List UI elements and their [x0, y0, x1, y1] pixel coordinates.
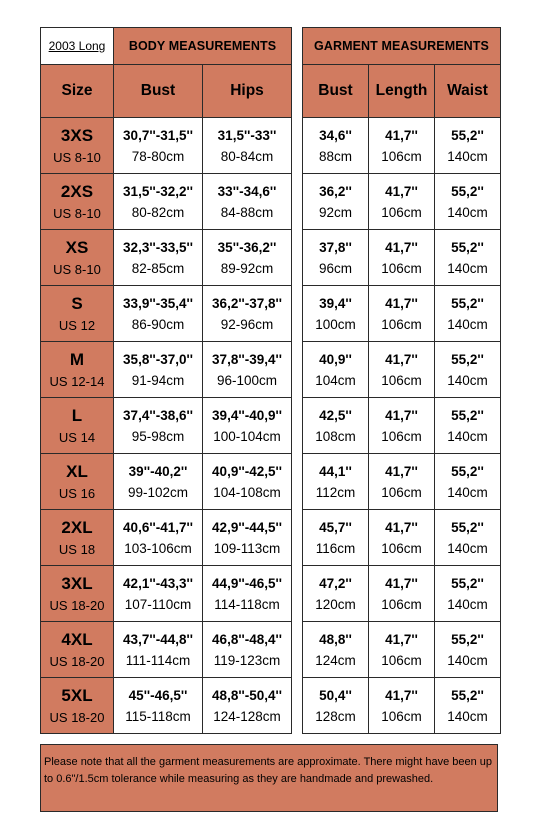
- garment-size-row: [303, 622, 501, 678]
- garment-length-cell-inches: 41,7'': [385, 575, 418, 591]
- size-cell: [41, 678, 114, 734]
- body-hips-cell: [203, 566, 292, 622]
- size-cell: [41, 118, 114, 174]
- body-hips-cell-cm: 92-96cm: [220, 316, 274, 332]
- garment-bust-cell-inches: 48,8'': [319, 631, 352, 647]
- garment-length-cell-inches: 41,7'': [385, 351, 418, 367]
- body-bust-cell-cm: 111-114cm: [125, 652, 191, 668]
- body-bust-cell-inches: 33,9''-35,4'': [123, 295, 193, 311]
- garment-bust-column-header: Bust: [303, 65, 369, 118]
- garment-waist-cell-inches: 55,2'': [451, 575, 484, 591]
- garment-bust-cell: [303, 174, 369, 230]
- size-cell: [41, 286, 114, 342]
- size-label: 5XL: [61, 685, 93, 705]
- garment-bust-cell-cm: 128cm: [315, 708, 356, 724]
- garment-bust-cell: [303, 118, 369, 174]
- body-hips-cell-cm: 84-88cm: [220, 204, 274, 220]
- size-label: S: [71, 293, 83, 313]
- garment-bust-cell-cm: 104cm: [315, 372, 356, 388]
- garment-waist-cell-inches: 55,2'': [451, 239, 484, 255]
- hips-column-header: Hips: [203, 65, 292, 118]
- bust-column-header: Bust: [114, 65, 203, 118]
- garment-waist-cell: [435, 566, 501, 622]
- garment-size-row: [303, 286, 501, 342]
- body-size-row: [41, 174, 292, 230]
- garment-size-row: [303, 342, 501, 398]
- garment-waist-cell-cm: 140cm: [447, 652, 488, 668]
- body-bust-cell-inches: 42,1''-43,3'': [123, 575, 193, 591]
- body-bust-cell-inches: 39''-40,2'': [128, 463, 188, 479]
- garment-length-cell: [369, 118, 435, 174]
- garment-length-cell: [369, 678, 435, 734]
- body-hips-cell-inches: 46,8''-48,4'': [212, 631, 282, 647]
- garment-length-cell: [369, 230, 435, 286]
- us-size-label: US 16: [58, 485, 96, 501]
- body-bust-cell-inches: 31,5''-32,2'': [123, 183, 193, 199]
- garment-bust-cell-cm: 108cm: [315, 428, 356, 444]
- size-cell: [41, 230, 114, 286]
- garment-waist-cell: [435, 678, 501, 734]
- body-hips-cell-cm: 96-100cm: [216, 372, 278, 388]
- garment-size-row: [303, 510, 501, 566]
- garment-waist-cell-cm: 140cm: [447, 372, 488, 388]
- garment-bust-cell: [303, 230, 369, 286]
- garment-waist-cell: [435, 174, 501, 230]
- body-hips-cell: [203, 454, 292, 510]
- garment-waist-cell-inches: 55,2'': [451, 687, 484, 703]
- tolerance-note: Please note that all the garment measurements are approximate. There might have been up to 0.6"/1.5cm tolerance while measuring as they are handmade and prewashed.: [40, 744, 498, 812]
- size-cell: [41, 622, 114, 678]
- garment-length-cell-inches: 41,7'': [385, 519, 418, 535]
- body-bust-cell-inches: 43,7''-44,8'': [123, 631, 193, 647]
- body-size-row: [41, 454, 292, 510]
- garment-bust-cell-cm: 120cm: [315, 596, 356, 612]
- body-hips-cell: [203, 286, 292, 342]
- garment-length-cell-cm: 106cm: [381, 372, 422, 388]
- us-size-label: US 12: [58, 317, 96, 333]
- body-hips-cell-cm: 100-104cm: [213, 428, 281, 444]
- garment-length-cell-cm: 106cm: [381, 708, 422, 724]
- garment-size-row: [303, 678, 501, 734]
- garment-length-cell-cm: 106cm: [381, 484, 422, 500]
- garment-bust-cell: [303, 286, 369, 342]
- size-label: 4XL: [61, 629, 93, 649]
- body-hips-cell-inches: 48,8''-50,4'': [212, 687, 282, 703]
- garment-length-cell-inches: 41,7'': [385, 631, 418, 647]
- garment-bust-cell-inches: 37,8'': [319, 239, 352, 255]
- body-hips-cell-cm: 89-92cm: [220, 260, 274, 276]
- garment-waist-cell: [435, 510, 501, 566]
- body-bust-cell-inches: 40,6''-41,7'': [123, 519, 193, 535]
- body-bust-cell: [114, 342, 203, 398]
- body-hips-cell-cm: 104-108cm: [213, 484, 281, 500]
- body-hips-cell-cm: 109-113cm: [213, 540, 281, 556]
- body-bust-cell-cm: 107-110cm: [124, 596, 192, 612]
- body-size-row: [41, 622, 292, 678]
- body-bust-cell-cm: 103-106cm: [124, 540, 192, 556]
- size-label: XL: [66, 461, 88, 481]
- garment-waist-cell: [435, 342, 501, 398]
- garment-waist-cell-cm: 140cm: [447, 596, 488, 612]
- body-bust-cell: [114, 454, 203, 510]
- size-label: 2XL: [61, 517, 93, 537]
- garment-size-row: [303, 174, 501, 230]
- garment-length-cell-inches: 41,7'': [385, 295, 418, 311]
- garment-bust-cell-inches: 47,2'': [319, 575, 352, 591]
- body-hips-cell-inches: 35''-36,2'': [217, 239, 277, 255]
- garment-size-row: [303, 566, 501, 622]
- garment-length-cell-cm: 106cm: [381, 148, 422, 164]
- model-code: 2003 Long: [41, 28, 114, 65]
- body-bust-cell: [114, 398, 203, 454]
- body-hips-cell-inches: 39,4''-40,9'': [212, 407, 282, 423]
- body-hips-cell-inches: 33''-34,6'': [217, 183, 277, 199]
- body-bust-cell-inches: 35,8''-37,0'': [123, 351, 193, 367]
- garment-size-row: [303, 454, 501, 510]
- garment-waist-cell-cm: 140cm: [447, 428, 488, 444]
- us-size-label: US 8-10: [53, 261, 101, 277]
- body-bust-cell: [114, 622, 203, 678]
- garment-waist-cell-inches: 55,2'': [451, 127, 484, 143]
- body-size-row: [41, 118, 292, 174]
- garment-bust-cell-inches: 45,7'': [319, 519, 352, 535]
- garment-waist-cell: [435, 118, 501, 174]
- garment-waist-cell-inches: 55,2'': [451, 295, 484, 311]
- garment-length-cell: [369, 174, 435, 230]
- garment-bust-cell-cm: 124cm: [315, 652, 356, 668]
- garment-bust-cell-inches: 36,2'': [319, 183, 352, 199]
- body-size-row: [41, 230, 292, 286]
- body-bust-cell-inches: 37,4''-38,6'': [123, 407, 193, 423]
- garment-waist-cell-inches: 55,2'': [451, 463, 484, 479]
- body-bust-cell-cm: 80-82cm: [131, 204, 185, 220]
- body-hips-cell-inches: 44,9''-46,5'': [212, 575, 282, 591]
- body-hips-cell: [203, 230, 292, 286]
- garment-waist-cell-cm: 140cm: [447, 316, 488, 332]
- body-hips-cell: [203, 622, 292, 678]
- body-size-row: [41, 398, 292, 454]
- body-bust-cell-inches: 32,3''-33,5'': [123, 239, 193, 255]
- garment-length-cell-cm: 106cm: [381, 596, 422, 612]
- garment-length-cell-inches: 41,7'': [385, 407, 418, 423]
- garment-bust-cell: [303, 510, 369, 566]
- garment-length-cell-inches: 41,7'': [385, 687, 418, 703]
- garment-waist-cell-cm: 140cm: [447, 260, 488, 276]
- body-bust-cell-cm: 78-80cm: [131, 148, 185, 164]
- body-bust-cell-cm: 86-90cm: [131, 316, 185, 332]
- garment-bust-cell-cm: 100cm: [315, 316, 356, 332]
- body-size-row: [41, 566, 292, 622]
- garment-length-cell-cm: 106cm: [381, 260, 422, 276]
- garment-length-cell-inches: 41,7'': [385, 127, 418, 143]
- size-label: 3XL: [61, 573, 93, 593]
- garment-length-cell-inches: 41,7'': [385, 463, 418, 479]
- garment-length-cell: [369, 510, 435, 566]
- garment-bust-cell: [303, 566, 369, 622]
- garment-length-cell-cm: 106cm: [381, 652, 422, 668]
- garment-length-cell-inches: 41,7'': [385, 239, 418, 255]
- garment-length-cell: [369, 286, 435, 342]
- us-size-label: US 18-20: [49, 597, 105, 613]
- garment-waist-cell-inches: 55,2'': [451, 407, 484, 423]
- waist-column-header: Waist: [435, 65, 501, 118]
- garment-length-cell: [369, 398, 435, 454]
- size-cell: [41, 398, 114, 454]
- body-hips-cell: [203, 118, 292, 174]
- garment-waist-cell-cm: 140cm: [447, 708, 488, 724]
- garment-bust-cell: [303, 622, 369, 678]
- size-cell: [41, 342, 114, 398]
- body-bust-cell: [114, 286, 203, 342]
- size-cell: [41, 454, 114, 510]
- garment-bust-cell: [303, 678, 369, 734]
- body-hips-cell-cm: 124-128cm: [213, 708, 281, 724]
- body-hips-cell-cm: 114-118cm: [214, 596, 280, 612]
- size-label: 2XS: [60, 181, 94, 201]
- body-hips-cell: [203, 342, 292, 398]
- garment-waist-cell: [435, 622, 501, 678]
- size-column-header: Size: [41, 65, 114, 118]
- garment-bust-cell-inches: 39,4'': [319, 295, 352, 311]
- garment-size-row: [303, 230, 501, 286]
- body-hips-cell-inches: 37,8''-39,4'': [212, 351, 282, 367]
- us-size-label: US 14: [58, 429, 96, 445]
- length-column-header: Length: [369, 65, 435, 118]
- garment-bust-cell-inches: 42,5'': [319, 407, 352, 423]
- body-measurements-title: BODY MEASUREMENTS: [114, 28, 292, 65]
- body-measurements-table: [40, 27, 292, 734]
- body-bust-cell-cm: 115-118cm: [125, 708, 191, 724]
- body-size-row: [41, 678, 292, 734]
- garment-bust-cell-cm: 116cm: [315, 540, 356, 556]
- garment-waist-cell: [435, 454, 501, 510]
- garment-length-cell: [369, 342, 435, 398]
- body-hips-cell-inches: 40,9''-42,5'': [212, 463, 282, 479]
- size-label: 3XS: [60, 125, 94, 145]
- body-bust-cell: [114, 230, 203, 286]
- body-size-row: [41, 286, 292, 342]
- body-bust-cell: [114, 566, 203, 622]
- garment-waist-cell-inches: 55,2'': [451, 351, 484, 367]
- body-bust-cell: [114, 118, 203, 174]
- garment-bust-cell-cm: 96cm: [318, 260, 352, 276]
- garment-bust-cell: [303, 454, 369, 510]
- garment-length-cell: [369, 566, 435, 622]
- size-cell: [41, 174, 114, 230]
- body-bust-cell-inches: 45''-46,5'': [128, 687, 188, 703]
- garment-bust-cell: [303, 342, 369, 398]
- body-hips-cell-cm: 119-123cm: [213, 652, 281, 668]
- garment-length-cell: [369, 454, 435, 510]
- body-hips-cell-inches: 42,9''-44,5'': [212, 519, 282, 535]
- garment-bust-cell-inches: 50,4'': [319, 687, 352, 703]
- body-bust-cell-cm: 91-94cm: [131, 372, 185, 388]
- garment-length-cell-inches: 41,7'': [385, 183, 418, 199]
- garment-waist-cell-inches: 55,2'': [451, 183, 484, 199]
- us-size-label: US 8-10: [53, 149, 101, 165]
- body-bust-cell-cm: 99-102cm: [127, 484, 189, 500]
- garment-waist-cell-cm: 140cm: [447, 204, 488, 220]
- garment-bust-cell-inches: 40,9'': [319, 351, 352, 367]
- garment-waist-cell-cm: 140cm: [447, 484, 488, 500]
- size-label: M: [69, 349, 85, 369]
- size-cell: [41, 510, 114, 566]
- garment-length-cell-cm: 106cm: [381, 316, 422, 332]
- garment-bust-cell-cm: 88cm: [318, 148, 352, 164]
- garment-bust-cell-inches: 44,1'': [319, 463, 352, 479]
- garment-size-row: [303, 398, 501, 454]
- garment-length-cell-cm: 106cm: [381, 428, 422, 444]
- garment-length-cell-cm: 106cm: [381, 204, 422, 220]
- us-size-label: US 18: [58, 541, 96, 557]
- body-size-row: [41, 342, 292, 398]
- body-bust-cell: [114, 510, 203, 566]
- garment-waist-cell-cm: 140cm: [447, 540, 488, 556]
- garment-length-cell: [369, 622, 435, 678]
- garment-bust-cell: [303, 398, 369, 454]
- body-size-row: [41, 510, 292, 566]
- garment-waist-cell-inches: 55,2'': [451, 519, 484, 535]
- body-bust-cell: [114, 678, 203, 734]
- us-size-label: US 18-20: [49, 653, 105, 669]
- garment-waist-cell-inches: 55,2'': [451, 631, 484, 647]
- garment-waist-cell: [435, 230, 501, 286]
- body-bust-cell: [114, 174, 203, 230]
- body-hips-cell: [203, 510, 292, 566]
- garment-measurements-table: [302, 27, 501, 734]
- garment-size-row: [303, 118, 501, 174]
- garment-waist-cell: [435, 286, 501, 342]
- us-size-label: US 12-14: [49, 373, 105, 389]
- body-hips-cell: [203, 174, 292, 230]
- garment-bust-cell-cm: 92cm: [318, 204, 352, 220]
- garment-measurements-title: GARMENT MEASUREMENTS: [303, 28, 501, 65]
- body-bust-cell-inches: 30,7''-31,5'': [123, 127, 193, 143]
- body-bust-cell-cm: 82-85cm: [131, 260, 185, 276]
- garment-bust-cell-inches: 34,6'': [319, 127, 352, 143]
- garment-bust-cell-cm: 112cm: [315, 484, 356, 500]
- garment-waist-cell-cm: 140cm: [447, 148, 488, 164]
- body-hips-cell-cm: 80-84cm: [220, 148, 274, 164]
- garment-length-cell-cm: 106cm: [381, 540, 422, 556]
- us-size-label: US 8-10: [53, 205, 101, 221]
- us-size-label: US 18-20: [49, 709, 105, 725]
- size-label: XS: [65, 237, 89, 257]
- garment-waist-cell: [435, 398, 501, 454]
- size-cell: [41, 566, 114, 622]
- body-hips-cell-inches: 36,2''-37,8'': [212, 295, 282, 311]
- body-hips-cell-inches: 31,5''-33'': [217, 127, 277, 143]
- body-bust-cell-cm: 95-98cm: [131, 428, 185, 444]
- size-label: L: [71, 405, 83, 425]
- body-hips-cell: [203, 398, 292, 454]
- body-hips-cell: [203, 678, 292, 734]
